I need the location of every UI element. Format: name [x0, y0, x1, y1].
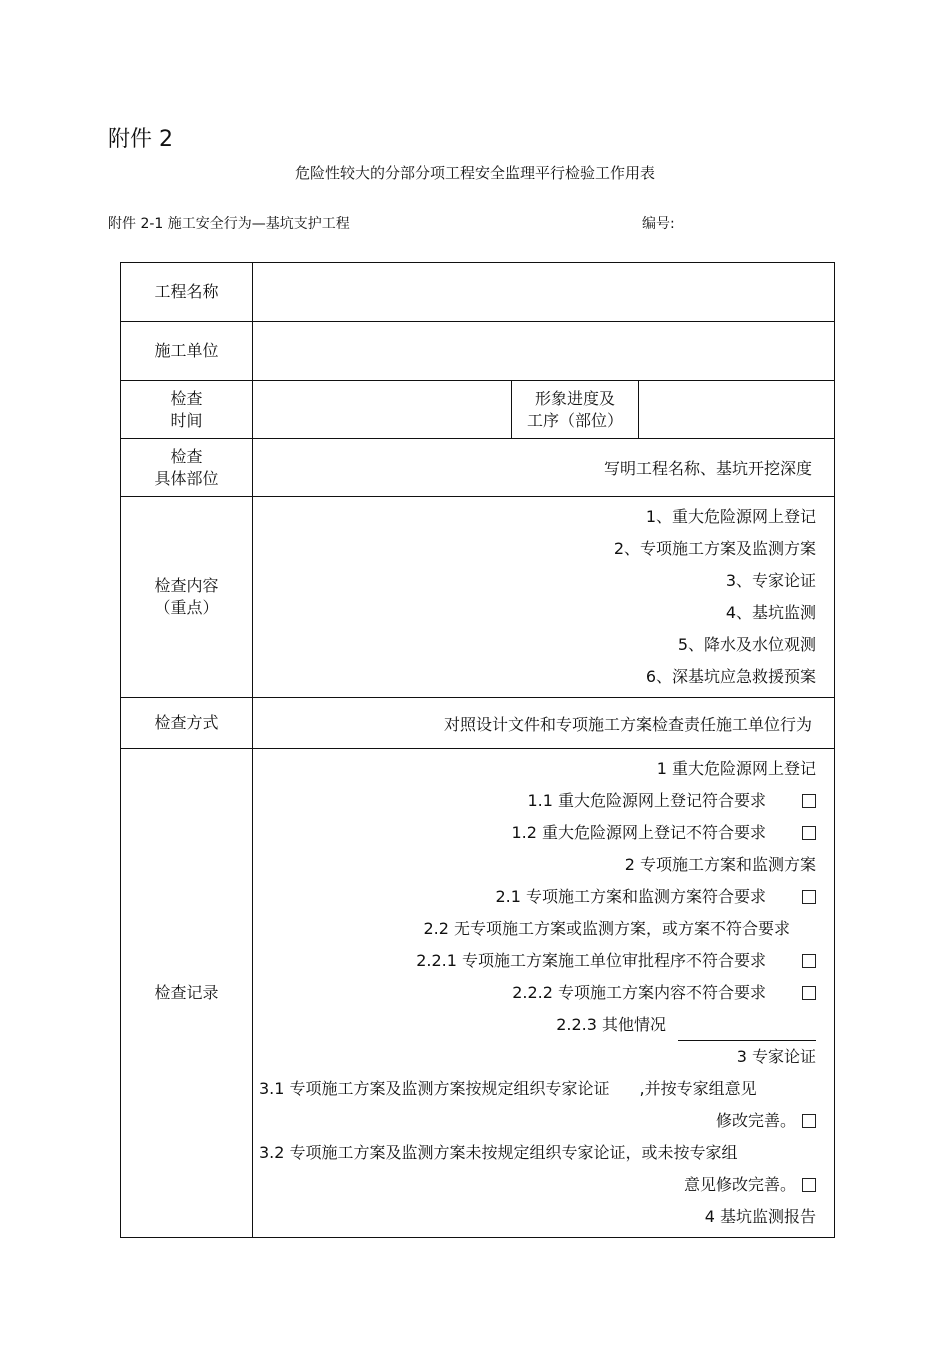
- check-content-item: 5、降水及水位观测: [677, 635, 817, 654]
- row-check-content: [121, 497, 835, 698]
- row-check-part: [121, 439, 835, 497]
- record-section-4-title: 4 基坑监测报告: [704, 1207, 817, 1226]
- record-item-2-2-1: [259, 945, 816, 977]
- check-time-field[interactable]: [253, 381, 512, 439]
- row-check-time: [121, 381, 835, 439]
- checkbox-1-1[interactable]: [802, 794, 816, 808]
- record-item-2-2-3: [259, 1009, 816, 1041]
- progress-label: [512, 381, 639, 439]
- check-method-value: 对照设计文件和专项施工方案检查责任施工单位行为: [253, 698, 835, 749]
- check-part-field[interactable]: 写明工程名称、基坑开挖深度: [253, 439, 835, 497]
- row-check-record: [121, 749, 835, 1238]
- check-time-label: [121, 381, 253, 439]
- checkbox-3-2[interactable]: [802, 1178, 816, 1192]
- check-part-label-line-1: 检查: [170, 446, 203, 466]
- progress-label-line-2: 工序（部位）: [526, 410, 623, 430]
- checkbox-2-1[interactable]: [802, 890, 816, 904]
- project-name-label: 工程名称: [121, 263, 253, 322]
- row-contractor: [121, 322, 835, 381]
- record-item-1-2: [259, 817, 816, 849]
- check-content-item: 4、基坑监测: [725, 603, 817, 622]
- record-item-3-2-text-b: 意见修改完善。: [684, 1175, 797, 1194]
- record-item-2-2: 2.2 无专项施工方案或监测方案，或方案不符合要求: [423, 919, 791, 938]
- contractor-label: 施工单位: [121, 322, 253, 381]
- row-project-name: [121, 263, 835, 322]
- checkbox-2-2-1[interactable]: [802, 954, 816, 968]
- checkbox-2-2-2[interactable]: [802, 986, 816, 1000]
- record-item-1-1-text: 1.1 重大危险源网上登记符合要求: [527, 791, 767, 810]
- record-section-2-title: 2 专项施工方案和监测方案: [624, 855, 817, 874]
- check-content-label-line-1: 检查内容: [154, 576, 219, 595]
- check-record-list: [253, 749, 835, 1238]
- attachment-label: 附件 2-1 施工安全行为—基坑支护工程: [108, 216, 350, 232]
- check-content-item: 2、专项施工方案及监测方案: [613, 539, 817, 558]
- inspection-form-table: [120, 262, 835, 1238]
- row-check-method: [121, 698, 835, 749]
- record-item-2-2-1-text: 2.2.1 专项施工方案施工单位审批程序不符合要求: [416, 951, 767, 970]
- record-item-2-2-2: [259, 977, 816, 1009]
- check-content-list: [253, 497, 835, 698]
- record-item-1-1: [259, 785, 816, 817]
- check-part-label-line-2: 具体部位: [154, 468, 219, 488]
- other-situation-blank[interactable]: [678, 1022, 816, 1041]
- record-section-1-title: 1 重大危险源网上登记: [656, 759, 817, 778]
- check-part-label: [121, 439, 253, 497]
- page-heading: 附件 2: [108, 127, 173, 152]
- check-content-label: [121, 497, 253, 698]
- record-item-3-1-text-c: 修改完善。: [716, 1111, 797, 1130]
- record-item-3-2-cont: [259, 1169, 816, 1201]
- progress-field[interactable]: [639, 381, 835, 439]
- check-method-label: 检查方式: [121, 698, 253, 749]
- record-item-3-1-cont: [259, 1105, 816, 1137]
- checkbox-3-1[interactable]: [802, 1114, 816, 1128]
- check-content-label-line-2: （重点）: [154, 598, 219, 617]
- check-record-label: 检查记录: [121, 749, 253, 1238]
- check-content-item: 3、专家论证: [725, 571, 817, 590]
- record-item-2-2-2-text: 2.2.2 专项施工方案内容不符合要求: [512, 983, 767, 1002]
- checkbox-1-2[interactable]: [802, 826, 816, 840]
- project-name-field[interactable]: [253, 263, 835, 322]
- record-item-3-1-text-b: ,并按专家组意见: [639, 1079, 757, 1098]
- record-item-1-2-text: 1.2 重大危险源网上登记不符合要求: [511, 823, 767, 842]
- record-item-3-1-text-a: 3.1 专项施工方案及监测方案按规定组织专家论证: [259, 1079, 610, 1098]
- check-content-item: 6、深基坑应急救援预案: [645, 667, 817, 686]
- contractor-field[interactable]: [253, 322, 835, 381]
- record-item-3-2: 3.2 专项施工方案及监测方案未按规定组织专家论证，或未按专家组: [259, 1143, 738, 1162]
- record-section-3-title: 3 专家论证: [736, 1047, 817, 1066]
- number-label: 编号:: [642, 216, 675, 232]
- check-time-label-line-1: 检查: [170, 388, 203, 408]
- form-title: 危险性较大的分部分项工程安全监理平行检验工作用表: [294, 164, 655, 182]
- check-time-label-line-2: 时间: [170, 410, 203, 430]
- record-item-3-1: [259, 1073, 816, 1105]
- progress-label-line-1: 形象进度及: [534, 388, 615, 408]
- record-item-2-1-text: 2.1 专项施工方案和监测方案符合要求: [495, 887, 767, 906]
- record-item-2-1: [259, 881, 816, 913]
- record-item-2-2-3-text: 2.2.3 其他情况: [556, 1015, 667, 1034]
- check-content-item: 1、重大危险源网上登记: [645, 507, 817, 526]
